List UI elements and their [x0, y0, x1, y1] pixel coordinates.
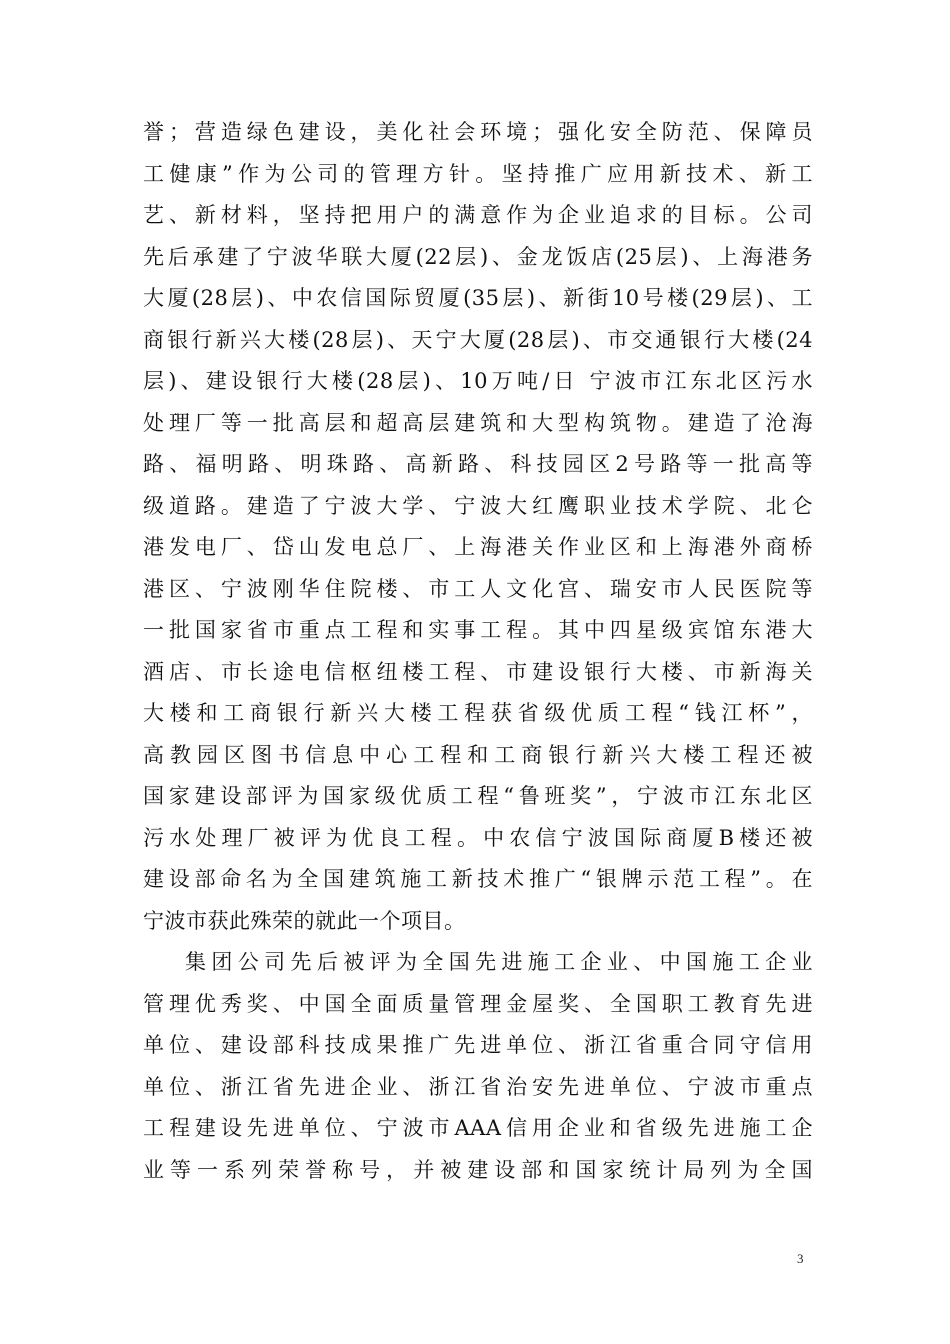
text-line: 路、福明路、明珠路、高新路、科技园区2号路等一批高等	[143, 452, 813, 476]
text-line: 处理厂等一批高层和超高层建筑和大型构筑物。建造了沧海	[143, 410, 813, 435]
text-line: 建设部命名为全国建筑施工新技术推广“银牌示范工程”。在	[143, 867, 813, 891]
text-line: 工健康”作为公司的管理方针。坚持推广应用新技术、新工	[143, 161, 813, 186]
text-line: 宁波市获此殊荣的就此一个项目。	[143, 908, 466, 933]
text-line: 商银行新兴大楼(28层)、天宁大厦(28层)、市交通银行大楼(24	[143, 327, 813, 352]
text-line: 大楼和工商银行新兴大楼工程获省级优质工程“钱江杯”，	[143, 701, 813, 725]
text-line: 层)、建设银行大楼(28层)、10万吨/日 宁波市江东北区污水	[143, 369, 813, 393]
text-line: 酒店、市长途电信枢纽楼工程、市建设银行大楼、市新海关	[143, 659, 813, 684]
text-line: 污水处理厂被评为优良工程。中农信宁波国际商厦B楼还被	[143, 825, 813, 850]
text-line: 国家建设部评为国家级优质工程“鲁班奖”，宁波市江东北区	[143, 784, 813, 808]
text-line: 先后承建了宁波华联大厦(22层)、金龙饭店(25层)、上海港务	[143, 244, 813, 269]
text-line: 艺、新材料，坚持把用户的满意作为企业追求的目标。公司	[143, 203, 813, 227]
text-line: 大厦(28层)、中农信国际贸厦(35层)、新街10号楼(29层)、工	[143, 286, 813, 310]
text-line: 誉；营造绿色建设，美化社会环境；强化安全防范、保障员	[143, 120, 813, 144]
text-line: 管理优秀奖、中国全面质量管理金屋奖、全国职工教育先进	[143, 991, 813, 1016]
text-line: 单位、建设部科技成果推广先进单位、浙江省重合同守信用	[143, 1033, 813, 1057]
text-line: 高教园区图书信息中心工程和工商银行新兴大楼工程还被	[143, 742, 813, 767]
text-line: 集团公司先后被评为全国先进施工企业、中国施工企业	[185, 950, 813, 974]
text-line: 单位、浙江省先进企业、浙江省治安先进单位、宁波市重点	[143, 1074, 813, 1099]
page-number: 3	[797, 1251, 804, 1266]
text-line: 一批国家省市重点工程和实事工程。其中四星级宾馆东港大	[143, 618, 813, 642]
body-text	[143, 112, 813, 1191]
text-line: 港区、宁波刚华住院楼、市工人文化宫、瑞安市人民医院等	[143, 576, 813, 601]
text-line: 业等一系列荣誉称号，并被建设部和国家统计局列为全国	[143, 1157, 813, 1182]
text-line: 工程建设先进单位、宁波市AAA信用企业和省级先进施工企	[143, 1116, 813, 1140]
text-line: 港发电厂、岱山发电总厂、上海港关作业区和上海港外商桥	[143, 535, 813, 559]
text-line: 级道路。建造了宁波大学、宁波大红鹰职业技术学院、北仑	[143, 493, 813, 518]
